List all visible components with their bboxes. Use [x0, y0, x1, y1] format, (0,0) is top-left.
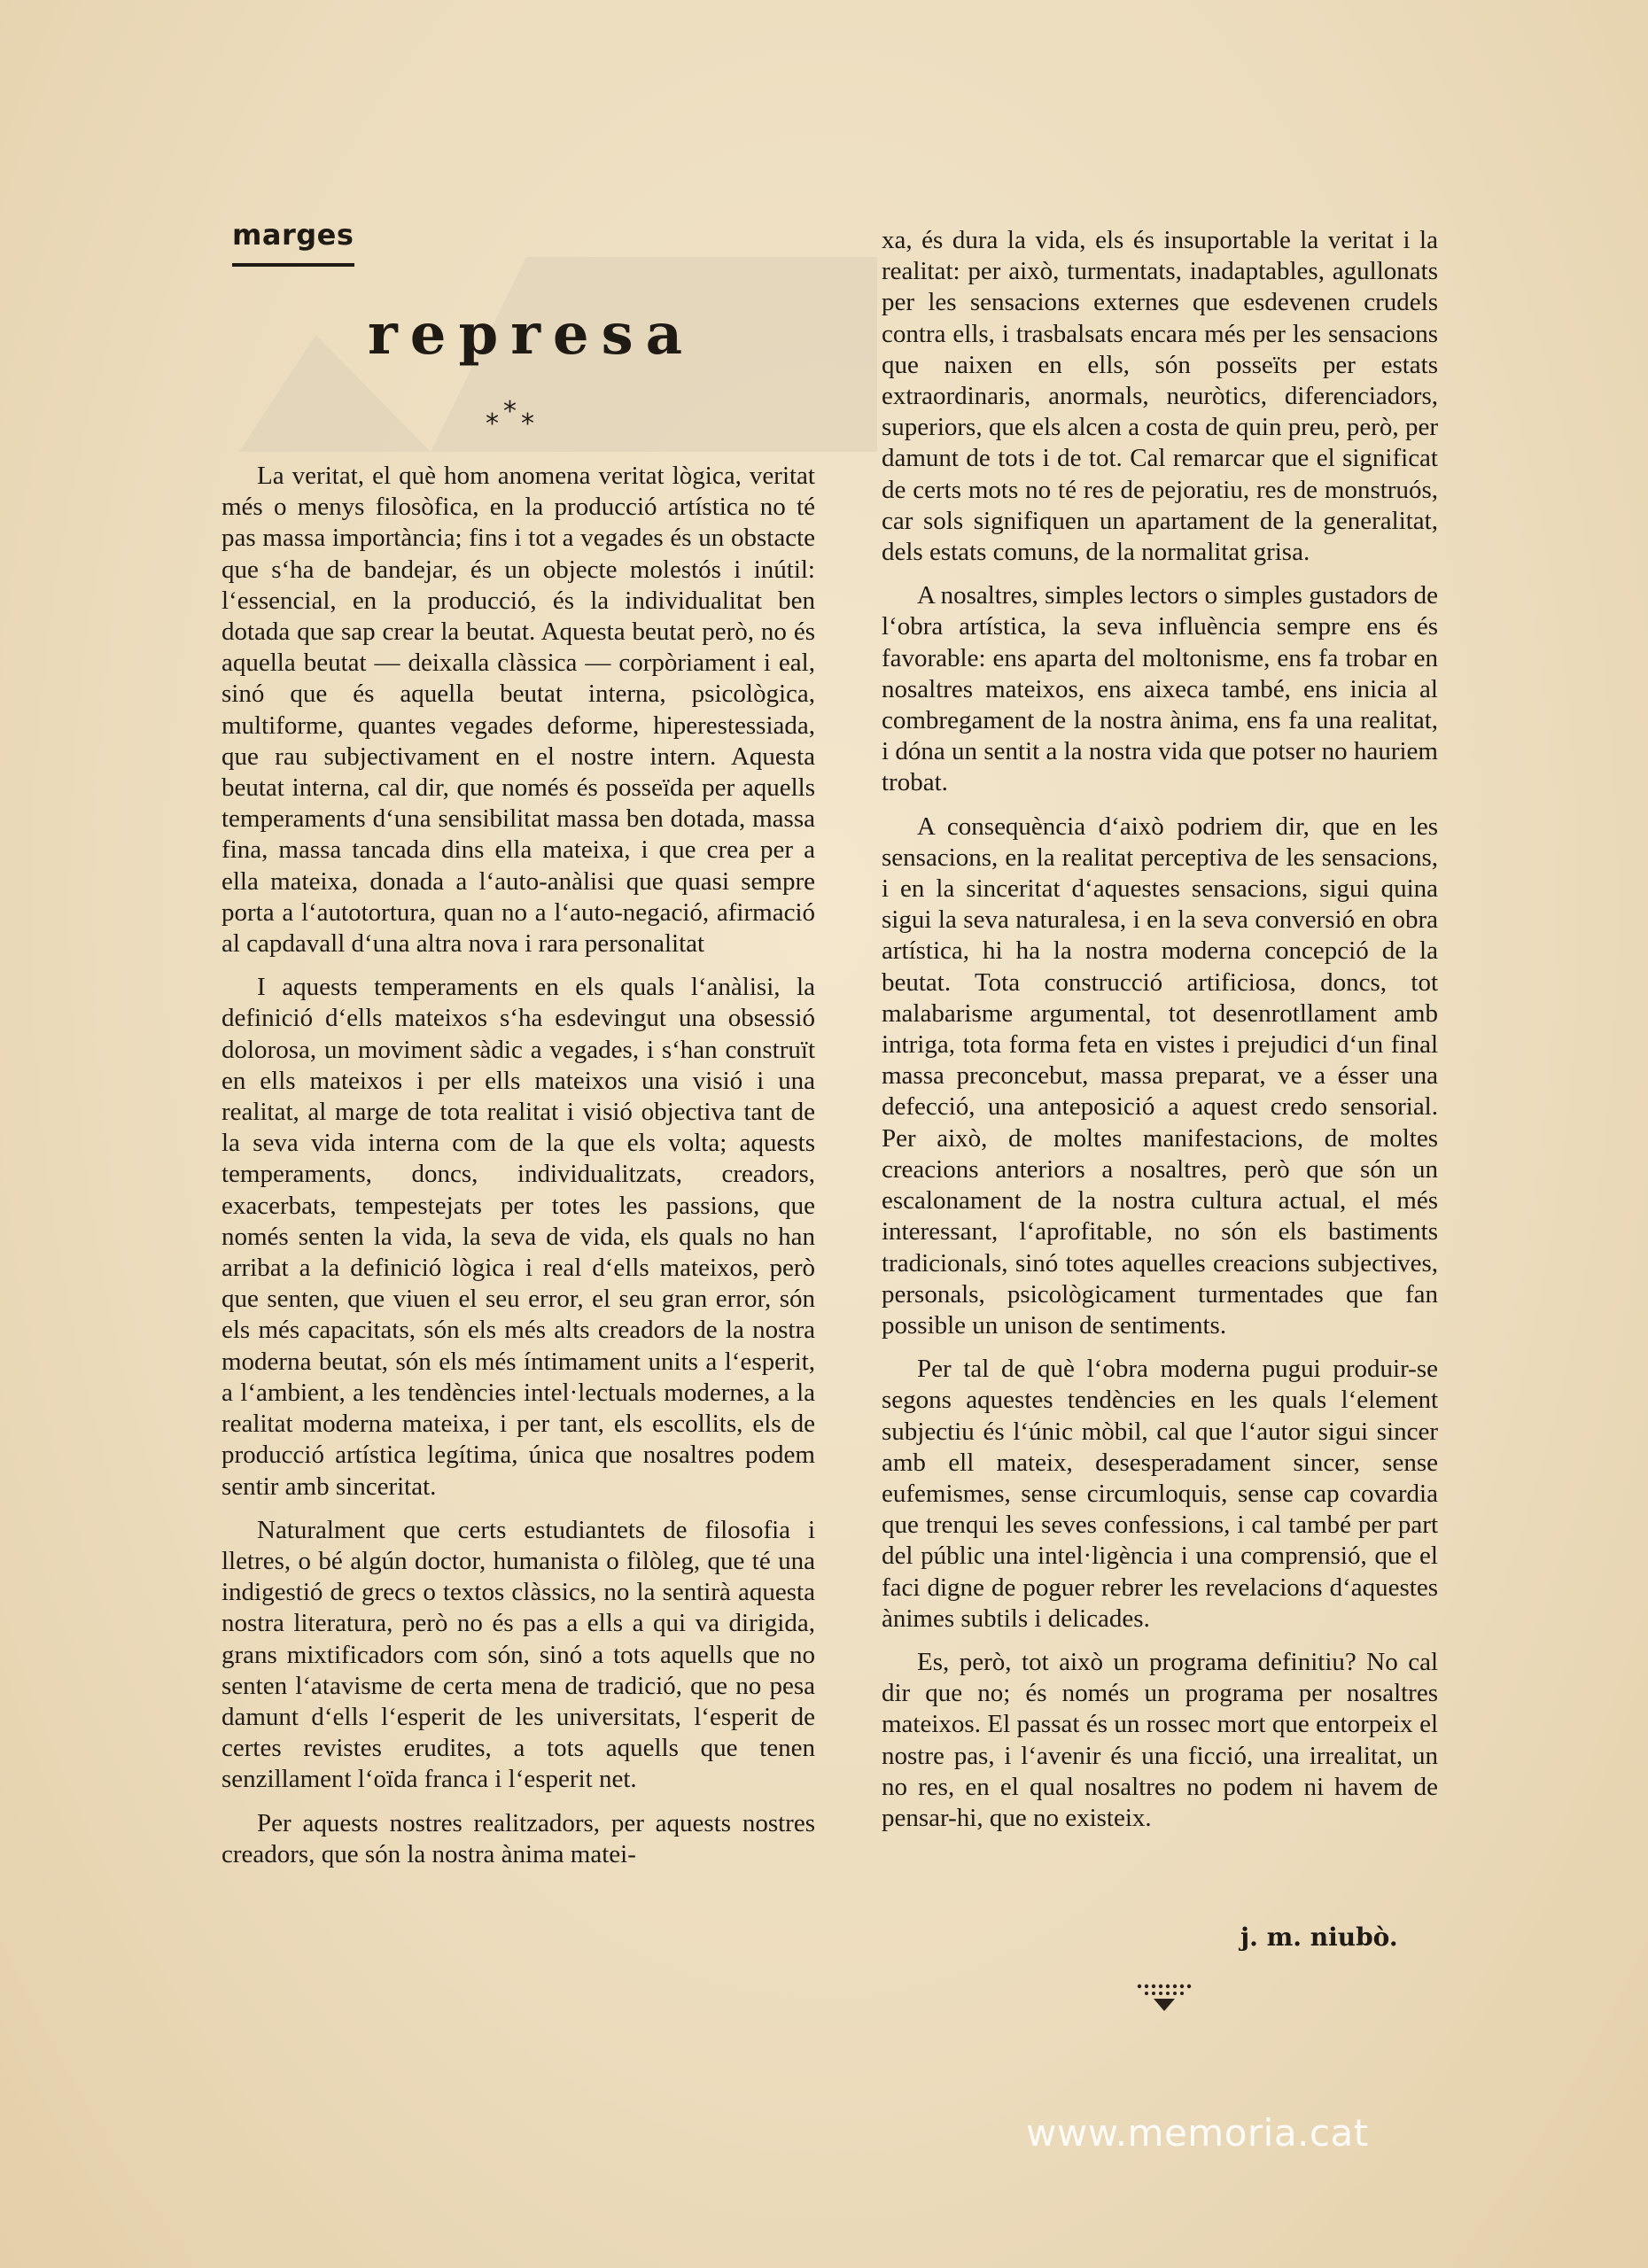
floral-ornament-icon [1134, 1979, 1194, 2015]
paragraph: xa, és dura la vida, els és insuportable la veritat i la realitat: per això, turmentats, inadaptables, agullonats per les sensacions externes que esdevenen crudels contra ells, i trasbalsats encara més per les sensacions que naixen en ells, són posseïts per estats extraordinaris, anormals, neuròtics, diferenciadors, superiors, que els alcen a costa de quin preu, però, per damunt de tots i de tot. Cal remarcar que el significat de certs mots no té res de pejoratiu, res de monstruós, car sols signifiquen un apartament de la generalitat, dels estats comuns, de la normalitat grisa. [882, 226, 1438, 567]
author-signature: j. m. niubò. [1240, 1922, 1398, 1952]
paragraph: A nosaltres, simples lectors o simples gustadors de l‘obra artística, la seva influència sempre ens és favorable: ens aparta del moltonisme, ens fa trobar en nosaltres mateixos, ens aixeca també, ens inicia al combregament de la nostra ànima, ens fa una realitat, i dóna un sentit a la nostra vida que potser no hauriem trobat. [882, 581, 1438, 797]
article-title: represa [368, 301, 696, 368]
paragraph: La veritat, el què hom anomena veritat lògica, veritat més o menys filosòfica, en la producció artística no té pas massa importància; fins i tot a vegades és un obstacte que s‘ha de bandejar, és un objecte molestós i inútil: l‘essencial, en la producció, és la individualitat ben dotada que sap crear la beutat. Aquesta beutat però, no és aquella beutat — deixalla clàssica — corpòriament i eal, sinó que és aquella beutat interna, psicològica, multiforme, quantes vegades deforme, hiperestessiada, que rau subjectivament en el nostre intern. Aquesta beutat interna, cal dir, que només és posseïda per aquells temperaments d‘una sensibilitat massa ben dotada, massa fina, massa tancada dins ella mateixa, i que crea per a ella mateixa, donada a l‘auto-anàlisi que quasi sempre porta a l‘autotortura, quan no a l‘auto-negació, afirmació al capdavall d‘una altra nova i rara personalitat [222, 462, 815, 959]
paragraph: Per tal de què l‘obra moderna pugui produir-se segons aquestes tendències en les quals l‘element subjectiu és l‘únic mòbil, cal que l‘autor sigui sincer amb ell mateix, desesperadament sincer, sense eufemismes, sense circumloquis, sense cap covardia que trenqui les seves confessions, i cal també per part del públic una intel·ligència i una comprensió, que el faci digne de poguer rebrer les revelacions d‘aquestes ànimes subtils i delicades. [882, 1355, 1438, 1633]
watermark: www.memoria.cat [1026, 2111, 1369, 2155]
paragraph: Naturalment que certs estudiantets de filosofia i lletres, o bé algún doctor, humanista o filòleg, que té una indigestió de grecs o textos clàssics, no la sentirà aquesta nostra literatura, però no és pas a ells a qui va dirigida, grans mixtificadors com són, sinó a tots aquells que no senten l‘atavisme de certa mena de tradició, que no pesa damunt d‘ells l‘esperit de les universitats, l‘esperit de certes revistes erudites, a tots aquells que tenen senzillament l‘oïda franca i l‘esperit net. [222, 1515, 815, 1794]
paragraph: I aquests temperaments en els quals l‘anàlisi, la definició d‘ells mateixos s‘ha esdevingut una obsessió dolorosa, un moviment sàdic a vegades, i s‘han construït en ells mateixos i per ells mateixos una visió i una realitat, al marge de tota realitat i visió objectiva tant de la seva vida interna com de la que els volta; aquests temperaments, doncs, individualitzats, creadors, exacerbats, tempestejats per totes les passions, que només senten la vida, la seva de vida, els quals no han arribat a la definició lògica i real d‘ells mateixos, però que senten, que viuen el seu error, el seu gran error, són els més capacitats, són els més alts creadors de la nostra moderna beutat, són els més íntimament units a l‘esperit, a l‘ambient, a les tendències intel·lectuals modernes, a la realitat moderna mateixa, i per tant, els escollits, els de producció artística legítima, única que nosaltres podem sentir amb sinceritat. [222, 973, 815, 1501]
left-column [222, 461, 815, 1870]
masthead: marges [232, 218, 354, 252]
paragraph: Es, però, tot això un programa definitiu? No cal dir que no; és només un programa per nosaltres mateixos. El passat és un rossec mort que entorpeix el nostre pas, i l‘avenir és una ficció, una irrealitat, un no res, en el qual nosaltres no podem ni havem de pensar-hi, que no existeix. [882, 1647, 1438, 1832]
masthead-underline [232, 263, 354, 267]
paragraph: Per aquests nostres realitzadors, per aquests nostres creadors, que són la nostra ànima matei- [222, 1808, 815, 1868]
right-column [882, 225, 1438, 1834]
paragraph: A consequència d‘això podriem dir, que en les sensacions, en la realitat perceptiva de les sensacions, i en la sinceritat d‘aquestes sensacions, sigui quina sigui la seva naturalesa, i en la seva conversió en obra artística, hi ha la nostra moderna concepció de la beutat. Tota construcció artificiosa, doncs, tot malabarisme argumental, tot desenrotllament amb intriga, tota forma feta en vistes i prejudici d‘un final massa preconcebut, massa preparat, ve a ésser una defecció, una anteposició a aquest credo sensorial. Per això, de moltes manifestacions, de moltes creacions anteriors a nosaltres, però que són un escalonament de la nostra cultura actual, el més interessant, l‘aprofitable, no són els bastiments tradicionals, sinó totes aquelles creacions subjectives, personals, psicològicament turmentades que fan possible un unison de sentiments. [882, 812, 1438, 1340]
